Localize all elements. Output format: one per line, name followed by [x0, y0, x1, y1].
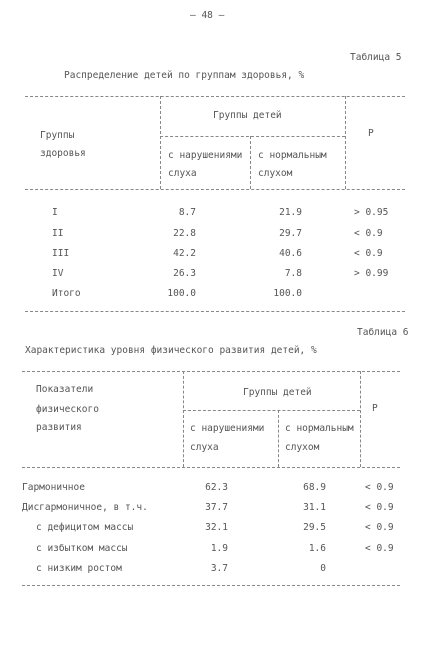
table5-sub1-line2: слуха — [168, 168, 197, 179]
table6-group-header: Группы детей — [243, 387, 312, 398]
table5-cell-p: > 0.95 — [354, 207, 389, 218]
table6-cell-impaired: 37.7 — [205, 502, 228, 513]
table6-cell-indicator: с избытком массы — [36, 543, 128, 554]
table6-title: Характеристика уровня физического развития детей, % — [25, 345, 317, 356]
table6-cell-indicator: с низким ростом — [36, 563, 122, 574]
table6-cell-impaired: 3.7 — [210, 563, 228, 574]
table5-cell-group: II — [52, 228, 64, 239]
table5-header-rule — [25, 189, 405, 190]
table5-cell-p: < 0.9 — [354, 248, 383, 259]
table5-col1-header-line2: здоровья — [40, 148, 86, 159]
table5-cell-impaired: 100.0 — [167, 288, 196, 299]
table6-sub1-line2: слуха — [190, 442, 219, 453]
table6-cell-impaired: 1.9 — [210, 543, 228, 554]
table5-group-rule — [160, 136, 345, 137]
table6-cell-normal: 0 — [320, 563, 326, 574]
table6-col1-header-line1: Показатели — [36, 384, 94, 395]
table5-col1-header-line1: Группы — [40, 130, 75, 141]
table5-cell-impaired: 42.2 — [173, 248, 196, 259]
table5-title: Распределение детей по группам здоровья, % — [64, 70, 305, 81]
table6-cell-impaired: 62.3 — [205, 482, 228, 493]
table5-cell-group: I — [52, 207, 58, 218]
table5-cell-group: IV — [52, 268, 64, 279]
table6-label: Таблица 6 — [357, 327, 409, 338]
table5-sub2-line2: слухом — [258, 168, 293, 179]
page-number: — 48 — — [190, 10, 225, 21]
table5-divider-3 — [345, 96, 346, 189]
table5-cell-p: < 0.9 — [354, 228, 383, 239]
table5-bottom-rule — [25, 311, 405, 312]
table5-top-rule — [25, 96, 405, 97]
table6-cell-p: < 0.9 — [365, 502, 394, 513]
table6-col1-header-line3: развития — [36, 422, 82, 433]
table6-sub2-line1: с нормальным — [285, 423, 354, 434]
table6-bottom-rule — [22, 585, 400, 586]
table6-cell-indicator: Гармоничное — [22, 482, 85, 493]
table5-cell-normal: 40.6 — [279, 248, 302, 259]
table6-group-rule — [183, 410, 360, 411]
table6-cell-p: < 0.9 — [365, 543, 394, 554]
table5-group-header: Группы детей — [213, 110, 282, 121]
table5-divider-1 — [160, 96, 161, 189]
table5-cell-normal: 29.7 — [279, 228, 302, 239]
table6-cell-indicator: с дефицитом массы — [36, 522, 134, 533]
table6-cell-indicator: Дисгармоничное, в т.ч. — [22, 502, 148, 513]
table5-cell-impaired: 8.7 — [178, 207, 196, 218]
table6-divider-1 — [183, 371, 184, 467]
table6-cell-normal: 29.5 — [303, 522, 326, 533]
table6-cell-p: < 0.9 — [365, 482, 394, 493]
table6-sub2-line2: слухом — [285, 442, 320, 453]
table5-cell-impaired: 26.3 — [173, 268, 196, 279]
table5-cell-normal: 7.8 — [284, 268, 302, 279]
table6-p-header: P — [372, 403, 378, 414]
table5-cell-group: Итого — [52, 288, 81, 299]
table5-sub1-line1: с нарушениями — [168, 150, 243, 161]
table5-divider-2 — [250, 136, 251, 189]
table6-cell-normal: 1.6 — [308, 543, 326, 554]
table6-divider-3 — [360, 371, 361, 467]
table5-sub2-line1: с нормальным — [258, 150, 327, 161]
table5-cell-normal: 21.9 — [279, 207, 302, 218]
table6-top-rule — [22, 371, 400, 372]
table6-header-rule — [22, 467, 400, 468]
table6-divider-2 — [278, 410, 279, 467]
table6-cell-normal: 68.9 — [303, 482, 326, 493]
table5-p-header: P — [368, 128, 374, 139]
table6-cell-p: < 0.9 — [365, 522, 394, 533]
table5-cell-normal: 100.0 — [273, 288, 302, 299]
table5-label: Таблица 5 — [350, 52, 402, 63]
table6-cell-normal: 31.1 — [303, 502, 326, 513]
table5-cell-impaired: 22.8 — [173, 228, 196, 239]
table6-sub1-line1: с нарушениями — [190, 423, 265, 434]
table5-cell-group: III — [52, 248, 70, 259]
table6-col1-header-line2: физического — [36, 404, 99, 415]
table6-cell-impaired: 32.1 — [205, 522, 228, 533]
table5-cell-p: > 0.99 — [354, 268, 389, 279]
